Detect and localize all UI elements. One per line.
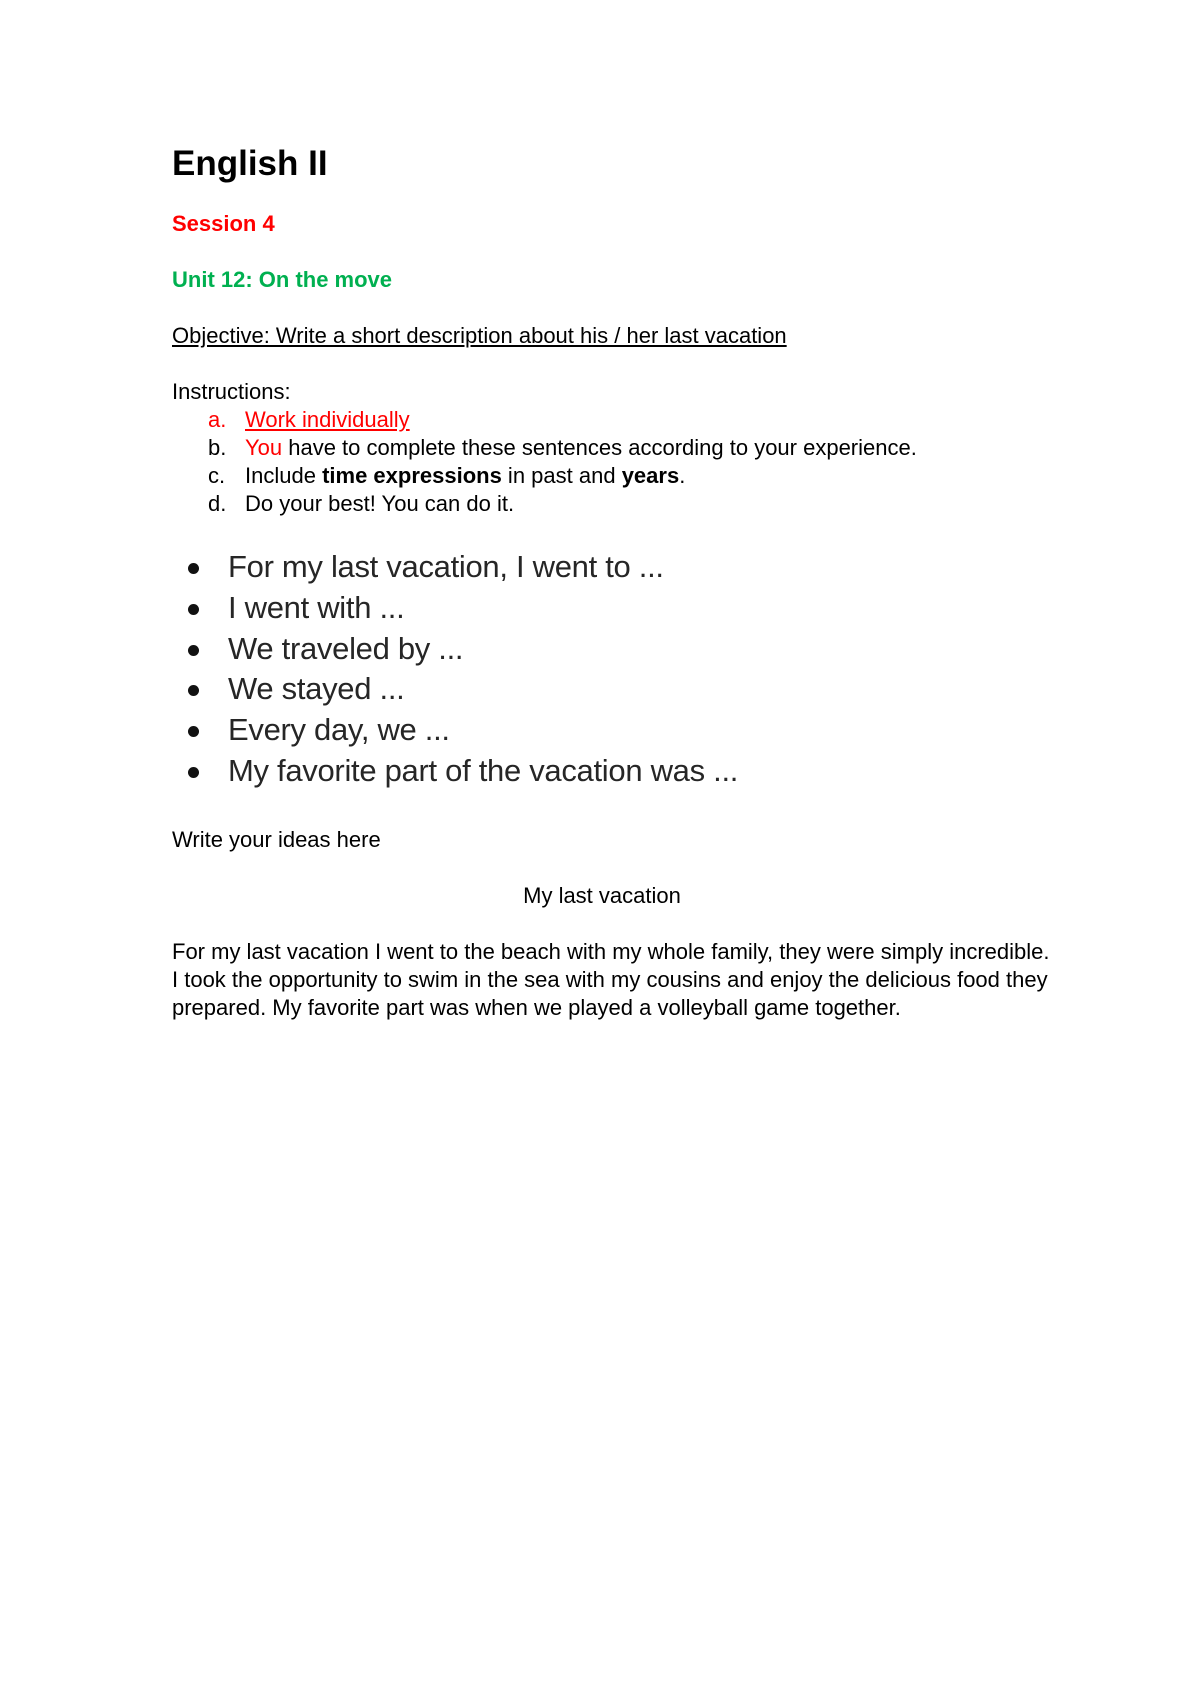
sentence-prompt: [172, 710, 1052, 751]
instruction-text: in past and: [501, 463, 622, 488]
prompt-text: We stayed ...: [228, 671, 405, 707]
sentence-prompts-list: [172, 547, 1052, 792]
bullet-icon: [188, 563, 199, 574]
instruction-item: [172, 490, 1052, 518]
bullet-icon: [188, 767, 199, 778]
list-marker: b.: [208, 435, 227, 460]
list-marker: a.: [208, 407, 227, 432]
list-marker: c.: [208, 463, 226, 488]
prompt-text: I went with ...: [228, 589, 405, 625]
bullet-icon: [188, 604, 199, 615]
sentence-prompt: [172, 669, 1052, 710]
instruction-item: [172, 434, 1052, 462]
instructions-list: [172, 406, 1052, 518]
list-marker: d.: [208, 491, 227, 516]
sentence-prompt: [172, 547, 1052, 588]
prompt-text: My favorite part of the vacation was ...: [228, 752, 739, 788]
sentence-prompt: [172, 588, 1052, 629]
instruction-text: have to complete these sentences according to your experience.: [282, 435, 917, 460]
essay-body: For my last vacation I went to the beach with my whole family, they were simply incredible. I took the opportunity to swim in the sea with my cousins and enjoy the delicious food they prepared. My favorite part was when we played a volleyball game together.: [172, 939, 1050, 1020]
bullet-icon: [188, 726, 199, 737]
instruction-text: Work individually: [245, 407, 410, 432]
session-heading: Session 4: [172, 211, 275, 236]
instruction-lead-word: You: [245, 435, 283, 460]
sentence-prompt: [172, 629, 1052, 670]
bullet-icon: [188, 685, 199, 696]
objective-text: Objective: Write a short description about his / her last vacation: [172, 323, 787, 348]
prompt-text: We traveled by ...: [228, 630, 464, 666]
document-title: English II: [172, 144, 328, 183]
sentence-prompt: [172, 751, 1052, 792]
unit-heading: Unit 12: On the move: [172, 267, 393, 292]
instruction-text: .: [679, 463, 686, 488]
instruction-text: Include: [245, 463, 323, 488]
instruction-bold-term: years: [621, 463, 680, 488]
bullet-icon: [188, 645, 199, 656]
prompt-text: For my last vacation, I went to ...: [228, 549, 664, 584]
essay-title: My last vacation: [523, 883, 681, 908]
instruction-bold-term: time expressions: [322, 463, 502, 488]
instruction-item: [172, 462, 1052, 490]
instruction-text: Do your best! You can do it.: [245, 491, 515, 516]
prompt-text: Every day, we ...: [228, 712, 450, 748]
instruction-item: [172, 406, 1052, 434]
document-page: [172, 0, 1052, 1696]
instructions-label: Instructions:: [172, 379, 291, 404]
write-ideas-label: Write your ideas here: [172, 827, 381, 852]
